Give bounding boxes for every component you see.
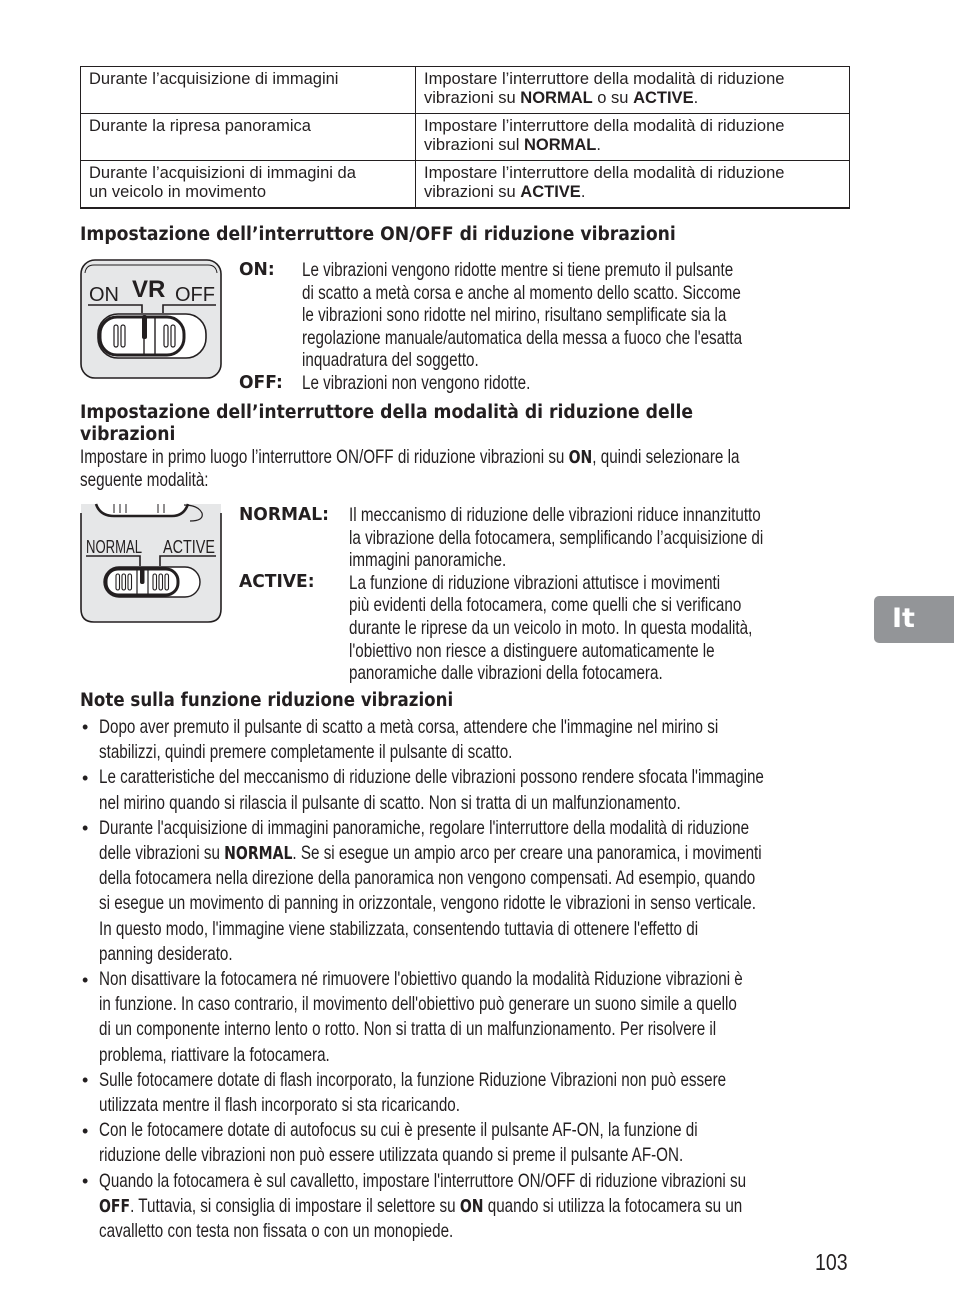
onoff-section-title-text: Impostazione dell’interruttore ON/OFF di riduzione vibrazioni	[80, 224, 676, 245]
mode-section-title-text: vibrazioni	[80, 424, 176, 445]
language-tab	[874, 596, 954, 643]
description-text: di scatto a metà corsa e anche al momento dello scatto. Siccome	[302, 281, 741, 304]
punctuation: .	[693, 89, 699, 107]
notes-section-title-text: Note sulla funzione riduzione vibrazioni	[80, 690, 454, 711]
note-line	[99, 1094, 562, 1117]
intro-text: , quindi selezionare la	[592, 446, 740, 468]
normal-emphasis: NORMAL	[224, 843, 293, 864]
description-text: Il meccanismo di riduzione delle vibrazioni riduce innanzitutto	[349, 504, 761, 526]
note-text: stabilizzi, quindi premere completamente il pulsante di scatto.	[99, 741, 513, 764]
note-text: Non disattivare la fotocamera né rimuovere l'obiettivo quando la modalità Riduzione vibrazioni è	[99, 968, 743, 990]
bullet-icon: •	[82, 1121, 89, 1141]
bullet-icon: •	[82, 717, 89, 737]
active-term-text: ACTIVE:	[239, 571, 315, 592]
situation-text: Durante l’acquisizione di immagini	[89, 70, 339, 88]
note-line	[99, 892, 941, 915]
note-line	[99, 766, 951, 789]
note-line	[99, 792, 845, 815]
active-description-line	[349, 617, 866, 640]
note-line	[99, 1119, 866, 1142]
vr-off-label: OFF	[175, 284, 215, 306]
active-description-line	[349, 594, 852, 617]
setting-text: vibrazioni su	[424, 89, 521, 107]
note-text: nel mirino quando si rilascia il pulsante di scatto. Non si tratta di un malfunzionamento.	[99, 791, 681, 814]
setting-text: vibrazioni su	[424, 183, 521, 201]
on-description-line	[302, 282, 865, 305]
description-text: le vibrazioni sono ridotte nel mirino, risultano semplificate sia la	[302, 304, 727, 327]
intro-text: seguente modalità:	[80, 468, 209, 491]
note-line	[99, 943, 270, 966]
normal-term	[239, 504, 334, 526]
note-text: si esegue un movimento di panning in orizzontale, vengono ridotte le vibrazioni in senso verticale.	[99, 892, 756, 915]
note-line	[99, 1018, 890, 1041]
normal-description-line	[349, 504, 877, 527]
vr-settings-table	[80, 66, 850, 209]
note-text: Dopo aver premuto il pulsante di scatto a metà corsa, attendere che l'immagine nel mirino si	[99, 716, 719, 738]
on-term-text: ON:	[239, 259, 275, 280]
mode-normal-label: NORMAL	[520, 89, 593, 107]
normal-description-line	[349, 549, 551, 572]
note-text: della fotocamera nella direzione della panoramica non vengono compensati. Ad esempio, quando	[99, 867, 756, 890]
note-text: delle vibrazioni su	[99, 842, 225, 864]
intro-text: Impostare in primo luogo l’interruttore ON/OFF di riduzione vibrazioni su	[80, 446, 569, 468]
page-number	[815, 1249, 853, 1275]
setting-cell	[416, 67, 850, 114]
normal-mode-label: NORMAL	[86, 537, 142, 557]
note-text: Le caratteristiche del meccanismo di riduzione delle vibrazioni possono rendere sfocata l'immagine	[99, 766, 764, 789]
note-text: Sulle fotocamere dotate di flash incorporato, la funzione Riduzione Vibrazioni non può essere	[99, 1068, 727, 1091]
note-line	[99, 842, 949, 866]
mode-section-title	[80, 424, 183, 446]
on-description-line	[302, 259, 855, 282]
setting-cell	[416, 161, 850, 208]
note-text: cavalletto con testa non fissata o con un monopiede.	[99, 1220, 454, 1242]
note-line	[99, 741, 629, 764]
active-mode-label: ACTIVE	[163, 537, 215, 557]
note-text: in funzione. In caso contrario, il movimento dell'obiettivo può generare un suono simile a quello	[99, 993, 737, 1016]
note-text: Durante l'acquisizione di immagini panoramiche, regolare l'interruttore della modalità di riduzione	[99, 816, 750, 839]
off-description-line	[302, 372, 595, 395]
note-line	[99, 1069, 903, 1092]
bullet-icon: •	[82, 970, 89, 990]
off-emphasis: OFF	[99, 1195, 131, 1217]
setting-text: Impostare l’interruttore della modalità di riduzione	[424, 70, 785, 88]
setting-text: o su	[592, 89, 634, 107]
description-text: la vibrazione della fotocamera, semplificando l’acquisizione di	[349, 526, 764, 549]
bullet-icon: •	[82, 768, 89, 788]
punctuation: .	[580, 183, 586, 201]
onoff-section-title	[80, 224, 721, 246]
description-text: Le vibrazioni non vengono ridotte.	[302, 372, 531, 394]
bullet-icon: •	[82, 818, 89, 838]
note-line	[99, 1170, 929, 1193]
off-term-text: OFF:	[239, 372, 283, 393]
notes-section-title	[80, 690, 495, 712]
note-text: In questo modo, l'immagine viene stabilizzata, consentendo tuttavia di ottenere l'effetto di	[99, 917, 699, 940]
vr-onoff-switch-illustration	[80, 259, 222, 379]
setting-cell	[416, 114, 850, 161]
description-text: l'obiettivo non riesce a distinguere automaticamente le	[349, 639, 715, 662]
description-text: La funzione di riduzione vibrazioni attutisce i movimenti	[349, 571, 721, 594]
mode-normal-label: NORMAL	[523, 136, 597, 154]
language-tab-label: It	[892, 603, 915, 634]
note-text: riduzione delle vibrazioni non può essere utilizzata quando si preme il pulsante AF-ON.	[99, 1144, 684, 1167]
bullet-icon: •	[82, 1171, 89, 1191]
description-text: regolazione manuale/automatica della messa a fuoco che l'esatta	[302, 326, 743, 349]
description-text: più evidenti della fotocamera, come quelli che si verificano	[349, 594, 742, 617]
description-text: Le vibrazioni vengono ridotte mentre si tiene premuto il pulsante	[302, 259, 734, 281]
situation-cell	[81, 67, 416, 114]
punctuation: .	[596, 136, 601, 154]
off-term	[239, 372, 285, 394]
setting-text: Impostare l’interruttore della modalità di riduzione	[424, 164, 785, 182]
note-text: Con le fotocamere dotate di autofocus su cui è presente il pulsante AF-ON, la funzione di	[99, 1119, 698, 1142]
situation-cell	[81, 161, 416, 208]
on-term	[239, 259, 277, 281]
vr-logo-label: VR	[132, 276, 166, 303]
situation-cell	[81, 114, 416, 161]
note-text: Quando la fotocamera è sul cavalletto, impostare l'interruttore ON/OFF di riduzione vibrazioni su	[99, 1169, 747, 1192]
bullet-icon: •	[82, 1070, 89, 1090]
page-number-text: 103	[815, 1249, 848, 1275]
note-text: panning desiderato.	[99, 942, 233, 965]
on-emphasis: ON	[568, 447, 593, 468]
active-description-line	[349, 640, 818, 663]
note-line	[99, 1220, 553, 1243]
normal-term-text: NORMAL:	[239, 504, 330, 525]
situation-text: Durante la ripresa panoramica	[89, 117, 311, 135]
active-description-line	[349, 572, 825, 595]
on-emphasis: ON	[459, 1195, 484, 1217]
mode-intro-line	[80, 469, 245, 492]
note-line	[99, 1044, 395, 1067]
situation-text: Durante l’acquisizioni di immagini da	[89, 164, 356, 182]
note-text: di un componente interno lento o rotto. Non si tratta di un malfunzionamento. Per risolvere il	[99, 1018, 717, 1041]
note-line	[99, 867, 940, 890]
normal-description-line	[349, 527, 880, 550]
description-text: durante le riprese da un veicolo in moto. In questa modalità,	[349, 617, 753, 639]
description-text: inquadratura del soggetto.	[302, 349, 479, 372]
note-line	[99, 918, 867, 941]
note-line	[99, 1144, 848, 1167]
active-term	[239, 571, 319, 593]
note-line	[99, 993, 917, 1016]
note-text: . Se si esegue un ampio arco per creare una panoramica, i movimenti	[292, 842, 762, 864]
table-row	[81, 67, 850, 114]
note-line	[99, 817, 932, 840]
note-text: quando si utilizza la fotocamera su un	[483, 1194, 743, 1217]
mode-active-label: ACTIVE	[520, 183, 581, 201]
note-text: problema, riattivare la fotocamera.	[99, 1043, 330, 1066]
mode-section-title	[80, 402, 739, 424]
note-line	[99, 1195, 924, 1219]
on-description-line	[302, 327, 866, 350]
table-row	[81, 114, 850, 161]
description-text: immagini panoramiche.	[349, 549, 507, 572]
setting-text: vibrazioni sul	[424, 136, 524, 154]
mode-intro-line	[80, 446, 925, 470]
on-description-line	[302, 349, 529, 372]
situation-text: un veicolo in movimento	[89, 183, 267, 201]
vr-mode-switch-illustration	[80, 503, 222, 623]
active-description-line	[349, 662, 751, 685]
vr-on-label: ON	[89, 284, 119, 306]
mode-active-label: ACTIVE	[633, 89, 694, 107]
description-text: panoramiche dalle vibrazioni della fotocamera.	[349, 662, 663, 685]
table-row	[81, 161, 850, 208]
on-description-line	[302, 304, 846, 327]
note-line	[99, 716, 893, 739]
note-line	[99, 968, 924, 991]
note-text: utilizzata mentre il flash incorporato si sta ricaricando.	[99, 1094, 460, 1116]
mode-section-title-text: Impostazione dell’interruttore della modalità di riduzione delle	[80, 402, 694, 423]
setting-text: Impostare l’interruttore della modalità di riduzione	[424, 117, 785, 135]
note-text: . Tuttavia, si consiglia di impostare il selettore su	[130, 1194, 460, 1217]
